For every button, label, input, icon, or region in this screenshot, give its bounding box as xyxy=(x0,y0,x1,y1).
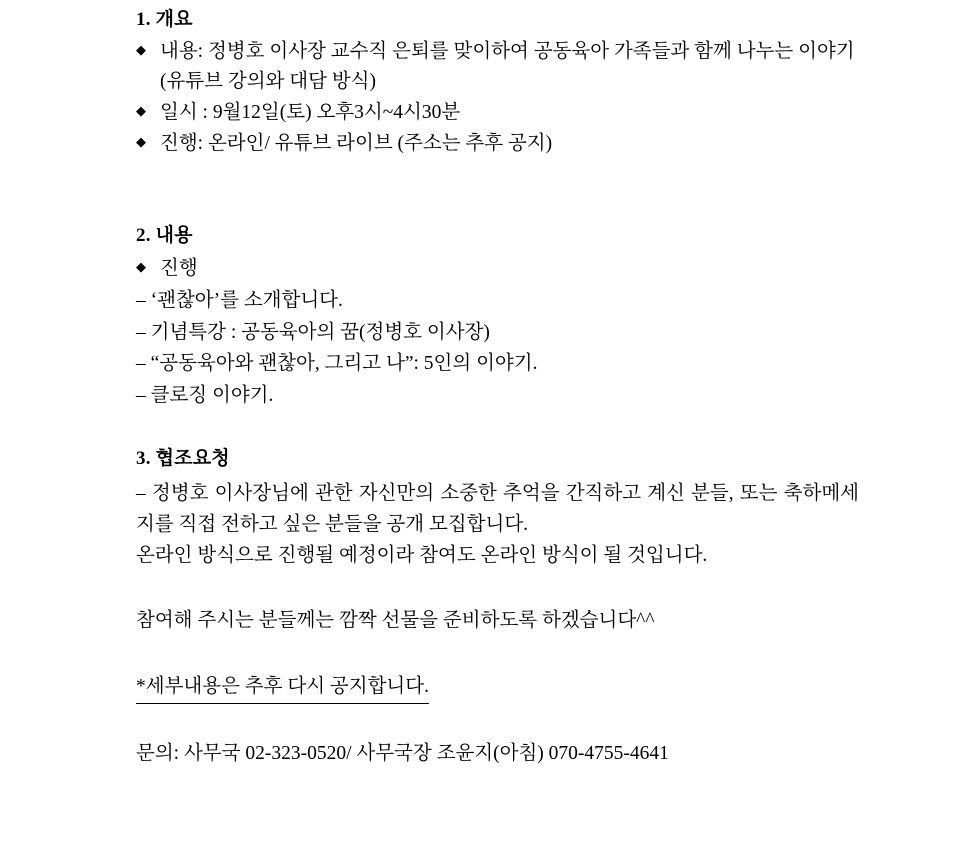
contact-info: 문의: 사무국 02-323-0520/ 사무국장 조윤지(아침) 070-4755-4641 xyxy=(136,742,669,764)
diamond-bullet-icon: ◆ xyxy=(136,133,146,149)
section-heading-request: 3. 협조요청 xyxy=(136,448,230,470)
list-item xyxy=(136,37,859,68)
list-item-label: 내용: 정병호 이사장 교수직 은퇴를 맞이하여 공동육아 가족들과 함께 나누는 이야기 xyxy=(160,40,855,62)
section-heading-overview: 1. 개요 xyxy=(136,9,193,30)
sub-note-format: (유튜브 강의와 대담 방식) xyxy=(160,71,376,93)
paragraph-spacer xyxy=(136,571,859,605)
paragraph: 온라인 방식으로 진행될 예정이라 참여도 온라인 방식이 될 것입니다. xyxy=(136,545,708,567)
diamond-bullet-icon: ◆ xyxy=(136,103,146,119)
section-spacer xyxy=(136,160,859,222)
underlined-note-wrap xyxy=(136,671,859,704)
list-item-label: 진행: 온라인/ 유튜브 라이브 (주소는 추후 공지) xyxy=(160,132,553,154)
list-item-label: 일시 : 9월12일(토) 오후3시~4시30분 xyxy=(160,102,461,124)
paragraph: 참여해 주시는 분들께는 깜짝 선물을 준비하도록 하겠습니다^^ xyxy=(136,610,655,632)
diamond-bullet-icon: ◆ xyxy=(136,259,146,275)
list-item: – “공동육아와 괜찮아, 그리고 나”: 5인의 이야기. xyxy=(136,353,538,375)
paragraph: – 정병호 이사장님에 관한 자신만의 소중한 추억을 간직하고 계신 분들, 또는 축하메세지를 직접 전하고 싶은 분들을 공개 모집합니다. xyxy=(136,482,859,535)
list-item xyxy=(136,129,859,160)
diamond-bullet-icon: ◆ xyxy=(136,41,146,57)
paragraph-spacer xyxy=(136,704,859,738)
list-item xyxy=(136,98,859,129)
list-item-label: 진행 xyxy=(160,258,198,280)
section-spacer xyxy=(136,411,859,445)
list-item: – ‘괜찮아’를 소개합니다. xyxy=(136,289,343,311)
list-item: – 클로징 이야기. xyxy=(136,384,274,406)
list-item xyxy=(136,254,859,285)
paragraph-spacer xyxy=(136,637,859,671)
list-item: – 기념특강 : 공동육아의 꿈(정병호 이사장) xyxy=(136,321,490,343)
underlined-note: *세부내용은 추후 다시 공지합니다. xyxy=(136,671,429,704)
section-heading-content: 2. 내용 xyxy=(136,224,193,246)
